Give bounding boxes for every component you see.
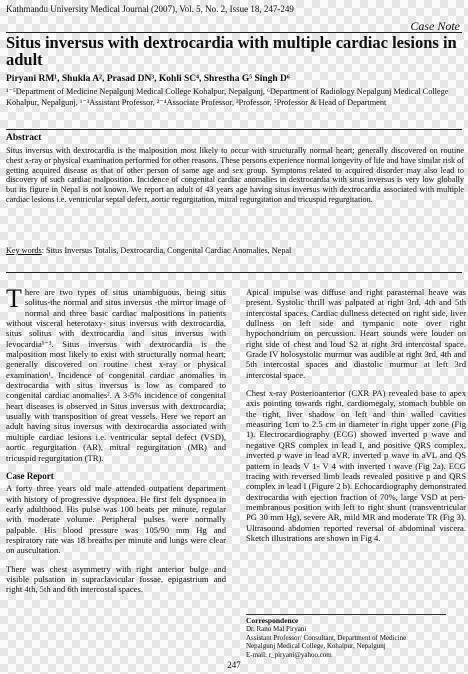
intro-paragraph bbox=[6, 284, 226, 463]
abstract-heading: Abstract bbox=[6, 133, 42, 143]
intro-text: here are two types of situs unambiguous, being situs solitus-the normal and situs inversus -the mirror image of normal and three basic cardiac malpositions in patients without visceral heterotaxy- situs inversus with dextrocardia, situs solitus with dextrocardia and situs inversus with levocardia¹⁻³. Situs inversus with dextrocardia is the malposition most likely to exist with structurally normal heart; generally discovered on routine chest x-ray or physical examination¹. Incidence of congenital cardiac anomalies in dextrocardia with situs inversus is low as compared to congenital cardiac anomalies². A 3-5% incidence of congenital heart diseases is observed in Situs inversus with dextrocardia; usually with transposition of great vessels. Here we report an adult having situs inversus with dextrocardia associated with multiple cardiac lesions i.e. ventricular septal defect (VSD), aortic regurgitation (AR), mitral regurgitation (MR) and tricuspid regurgitation (TR). bbox=[6, 287, 226, 463]
correspondence-email[interactable]: E-mail: r_piryani@yahoo.com bbox=[246, 650, 332, 659]
article-title: Situs inversus with dextrocardia with multiple cardiac lesions in adult bbox=[6, 33, 457, 69]
abstract-body: Situs inversus with dextrocardia is the malposition most likely to occur with structurally normal heart; generally discovered on routine chest x-ray or physical examination performed for other reasons. These persons experience normal longevity of life and have similar risk of getting acquired disease as that of other person of same age and sex group. Symptoms related to acquired disorder may also lead to discovery of such cardiac malposition. Incidence of congenital cardiac anomalies in dextrocardia with situs inversus is very low globally but its figure in Nepal is not known. We report an adult of 43 years age having situs inversus with dextrocardia associated with multiple cardiac lesions i.e. ventricular septal defect, aortic regurgitation, mitral regurgitation and tricuspid regurgitation. bbox=[6, 146, 464, 204]
correspondence-line: Dr. Rano Mal Piryani bbox=[246, 625, 307, 634]
exam-paragraph: Apical impulse was diffuse and right parasternal heave was present. Systolic thrill was palpated at right 3rd, 4th and 5th intercostal spaces. Cardiac dullness detected on right side, liver dullness on left side and tympanic note over right hypochondrium on percussion. Heart sounds were louder on right side of chest and loud S2 at right 3rd intercostal space. Grade IV holosystolic murmur was audible at right 3rd, 4th and 5th intercostal spaces and diastolic murmur at left 3rd intercostal space. bbox=[246, 287, 466, 380]
page-number: 247 bbox=[227, 660, 241, 670]
right-column bbox=[246, 287, 466, 551]
author-list: Piryani RM¹, Shukla A², Prasad DN³, Kohli SC⁴, Shrestha G⁵ Singh D⁶ bbox=[6, 74, 290, 84]
case-paragraph-2: There was chest asymmetry with right anterior bulge and visible pulsation in supraclavicular fossae, epigastrium and right 4th, 5th and 6th intercostal spaces. bbox=[6, 563, 226, 595]
investigation-paragraph: Chest x-ray Posterioanterior (CXR PA) revealed base to apex axis pointing towards right, cardiomegaly, stomach bubble on the right, liver shadow on left and thin walled cavities measuring 1cm to 2.5 cm in diameter in right upper zone (Fig 1). Electrocardiography (ECG) showed inverted p wave and negative QRS complex in lead I, and positive QRS complex, inverted p wave in lead aVR, inverted p wave in aVL and QS pattern in leads V 1- V 4 with inverted t wave (Fig 2a). ECG tracing with reversed limb leads revealed positive p and QRS complex in lead I (Figure 2 b). Echocardiography demonstrated dextrocardia with ejection fraction of 70%, large VSD at peri-membranous position with left to right shunt (transventricular PG 30 mm Hg), severe AR, mild MR and moderate TR (Fig 3). Ultrasound abdomen reported reversal of abdominal viscera. Sketch illustrations are shown in Fig 4. bbox=[246, 388, 466, 543]
keywords-label: Key words bbox=[6, 246, 42, 255]
case-note-label: Case Note bbox=[410, 19, 460, 33]
drop-cap: T bbox=[6, 284, 22, 313]
correspondence-rule bbox=[246, 614, 446, 615]
case-paragraph-1: A forty three years old male attended outpatient department with history of progressive dyspnoea. He first felt dyspnoea in early adulthood. His pulse was 100 beats per minute, regular with moderate volume. Peripheral pulses were normally palpable. His blood pressure was 105/90 mm Hg and respiratory rate was 18 breaths per minute and lungs were clear on auscultation. bbox=[6, 483, 226, 556]
correspondence-line: Assistant Professor/ Consultant, Department of Medicine bbox=[246, 633, 407, 642]
keywords-text: : Situs Inversus Totalis, Dextrocardia, Congenital Cardiac Anomalies, Nepal bbox=[41, 246, 292, 255]
journal-header: Kathmandu University Medical Journal (2007), Vol. 5, No. 2, Issue 18, 247-249 bbox=[6, 4, 294, 14]
abstract-rule-top bbox=[6, 129, 462, 130]
affiliations: ¹⁻⁵Department of Medicine Nepalgunj Medical College Kohalpur, Nepalgunj, ⁶Department of Radiology Nepalgunj Medical College Kohalpur, Nepalgunj, ¹⁻³Assistant Professor, ²⁻⁴Associate Professor, ³Professor, ⁵Professor & Head of Department bbox=[6, 87, 449, 107]
correspondence-line: Nepalgunj Medical College, Kohalpur, Nepalgunj bbox=[246, 642, 386, 651]
correspondence-block bbox=[246, 614, 466, 659]
left-column bbox=[6, 284, 226, 603]
correspondence-heading: Correspondence bbox=[246, 616, 299, 625]
keywords bbox=[6, 246, 464, 256]
case-report-heading: Case Report bbox=[6, 470, 54, 481]
abstract-rule-bottom bbox=[6, 272, 462, 273]
